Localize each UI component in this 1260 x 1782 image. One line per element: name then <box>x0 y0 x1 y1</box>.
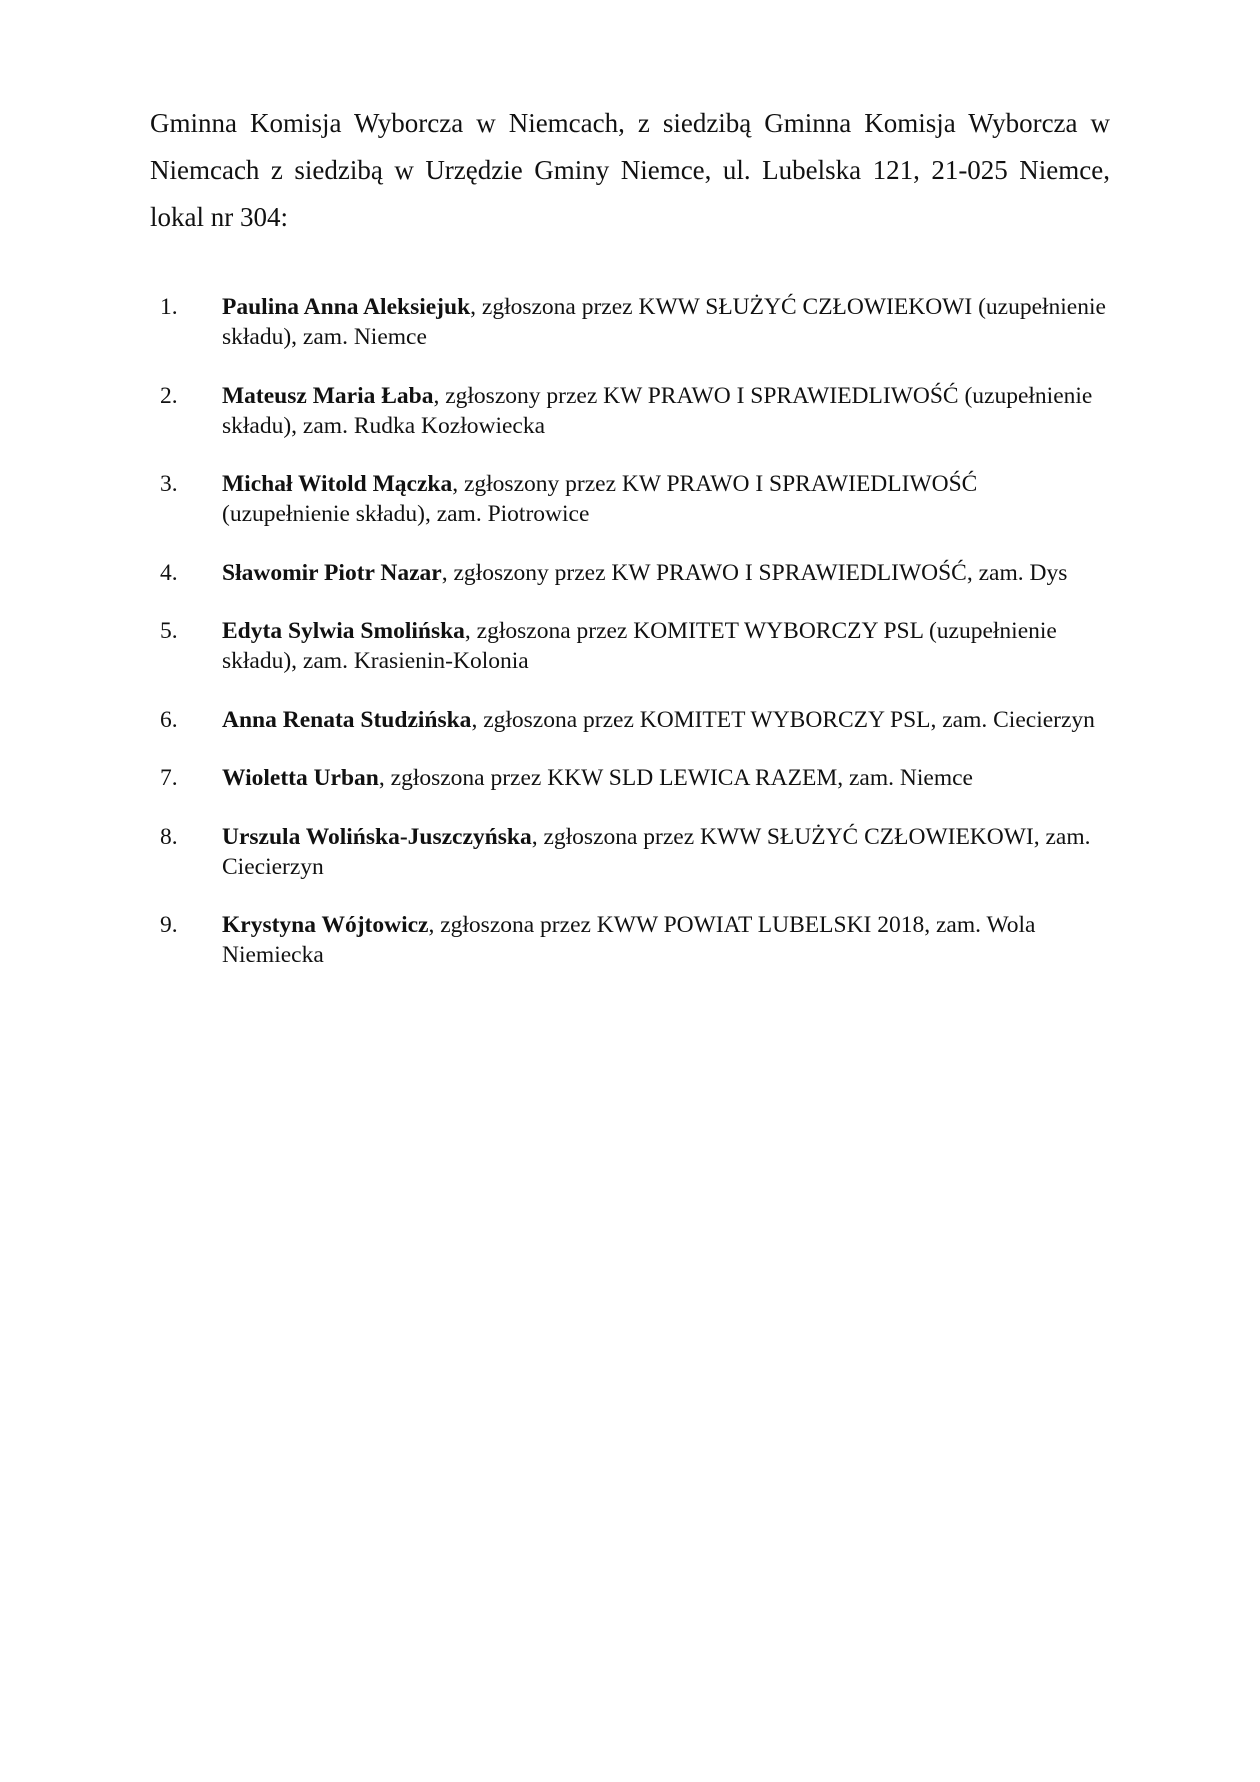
member-name: Urszula Wolińska-Juszczyńska <box>222 823 532 850</box>
item-number: 5. <box>160 618 178 644</box>
item-number: 6. <box>160 706 178 733</box>
member-name: Mateusz Maria Łaba <box>222 382 434 409</box>
member-name: Wioletta Urban <box>222 765 379 791</box>
member-details: , zgłoszona przez KWW SŁUŻYĆ CZŁOWIEKOWI, zam. Ciecierzyn <box>222 823 1091 880</box>
commission-heading: Gminna Komisja Wyborcza w Niemcach, z siedzibą Gminna Komisja Wyborcza w Niemcach z siedzibą w Urzędzie Gminy Niemce, ul. Lubelska 121, 21-025 Niemce, lokal nr 304: <box>150 108 1110 232</box>
member-details: , zgłoszony przez KW PRAWO I SPRAWIEDLIWOŚĆ (uzupełnienie składu), zam. Piotrowice <box>222 471 978 527</box>
list-item <box>150 822 1110 882</box>
item-number: 2. <box>160 382 178 409</box>
member-list <box>150 292 1110 999</box>
list-item <box>150 558 1110 588</box>
member-details: , zgłoszona przez KWW POWIAT LUBELSKI 2018, zam. Wola Niemiecka <box>222 912 1036 968</box>
item-number: 9. <box>160 912 178 938</box>
member-name: Edyta Sylwia Smolińska <box>222 618 465 644</box>
list-item <box>150 763 1110 793</box>
item-number: 1. <box>160 294 178 320</box>
member-name: Michał Witold Mączka <box>222 471 453 497</box>
list-item <box>150 381 1110 441</box>
item-number: 3. <box>160 471 178 497</box>
member-details: , zgłoszona przez KOMITET WYBORCZY PSL, zam. Ciecierzyn <box>471 706 1095 733</box>
list-item <box>150 910 1110 970</box>
item-number: 7. <box>160 765 178 791</box>
member-details: , zgłoszony przez KW PRAWO I SPRAWIEDLIWOŚĆ (uzupełnienie składu), zam. Rudka Kozłowiecka <box>222 382 1093 439</box>
member-name: Sławomir Piotr Nazar <box>222 559 442 586</box>
list-item <box>150 469 1110 529</box>
list-item <box>150 616 1110 676</box>
item-number: 8. <box>160 823 178 850</box>
item-number: 4. <box>160 559 178 586</box>
member-details: , zgłoszona przez KKW SLD LEWICA RAZEM, zam. Niemce <box>378 765 973 791</box>
member-details: , zgłoszony przez KW PRAWO I SPRAWIEDLIWOŚĆ, zam. Dys <box>441 559 1068 586</box>
list-item <box>150 705 1110 735</box>
member-name: Anna Renata Studzińska <box>222 706 472 733</box>
member-details: , zgłoszona przez KOMITET WYBORCZY PSL (uzupełnienie składu), zam. Krasienin-Kolonia <box>222 618 1057 674</box>
member-name: Krystyna Wójtowicz <box>222 912 429 938</box>
list-item <box>150 292 1110 352</box>
member-details: , zgłoszona przez KWW SŁUŻYĆ CZŁOWIEKOWI (uzupełnienie składu), zam. Niemce <box>222 294 1106 350</box>
member-name: Paulina Anna Aleksiejuk <box>222 294 471 320</box>
